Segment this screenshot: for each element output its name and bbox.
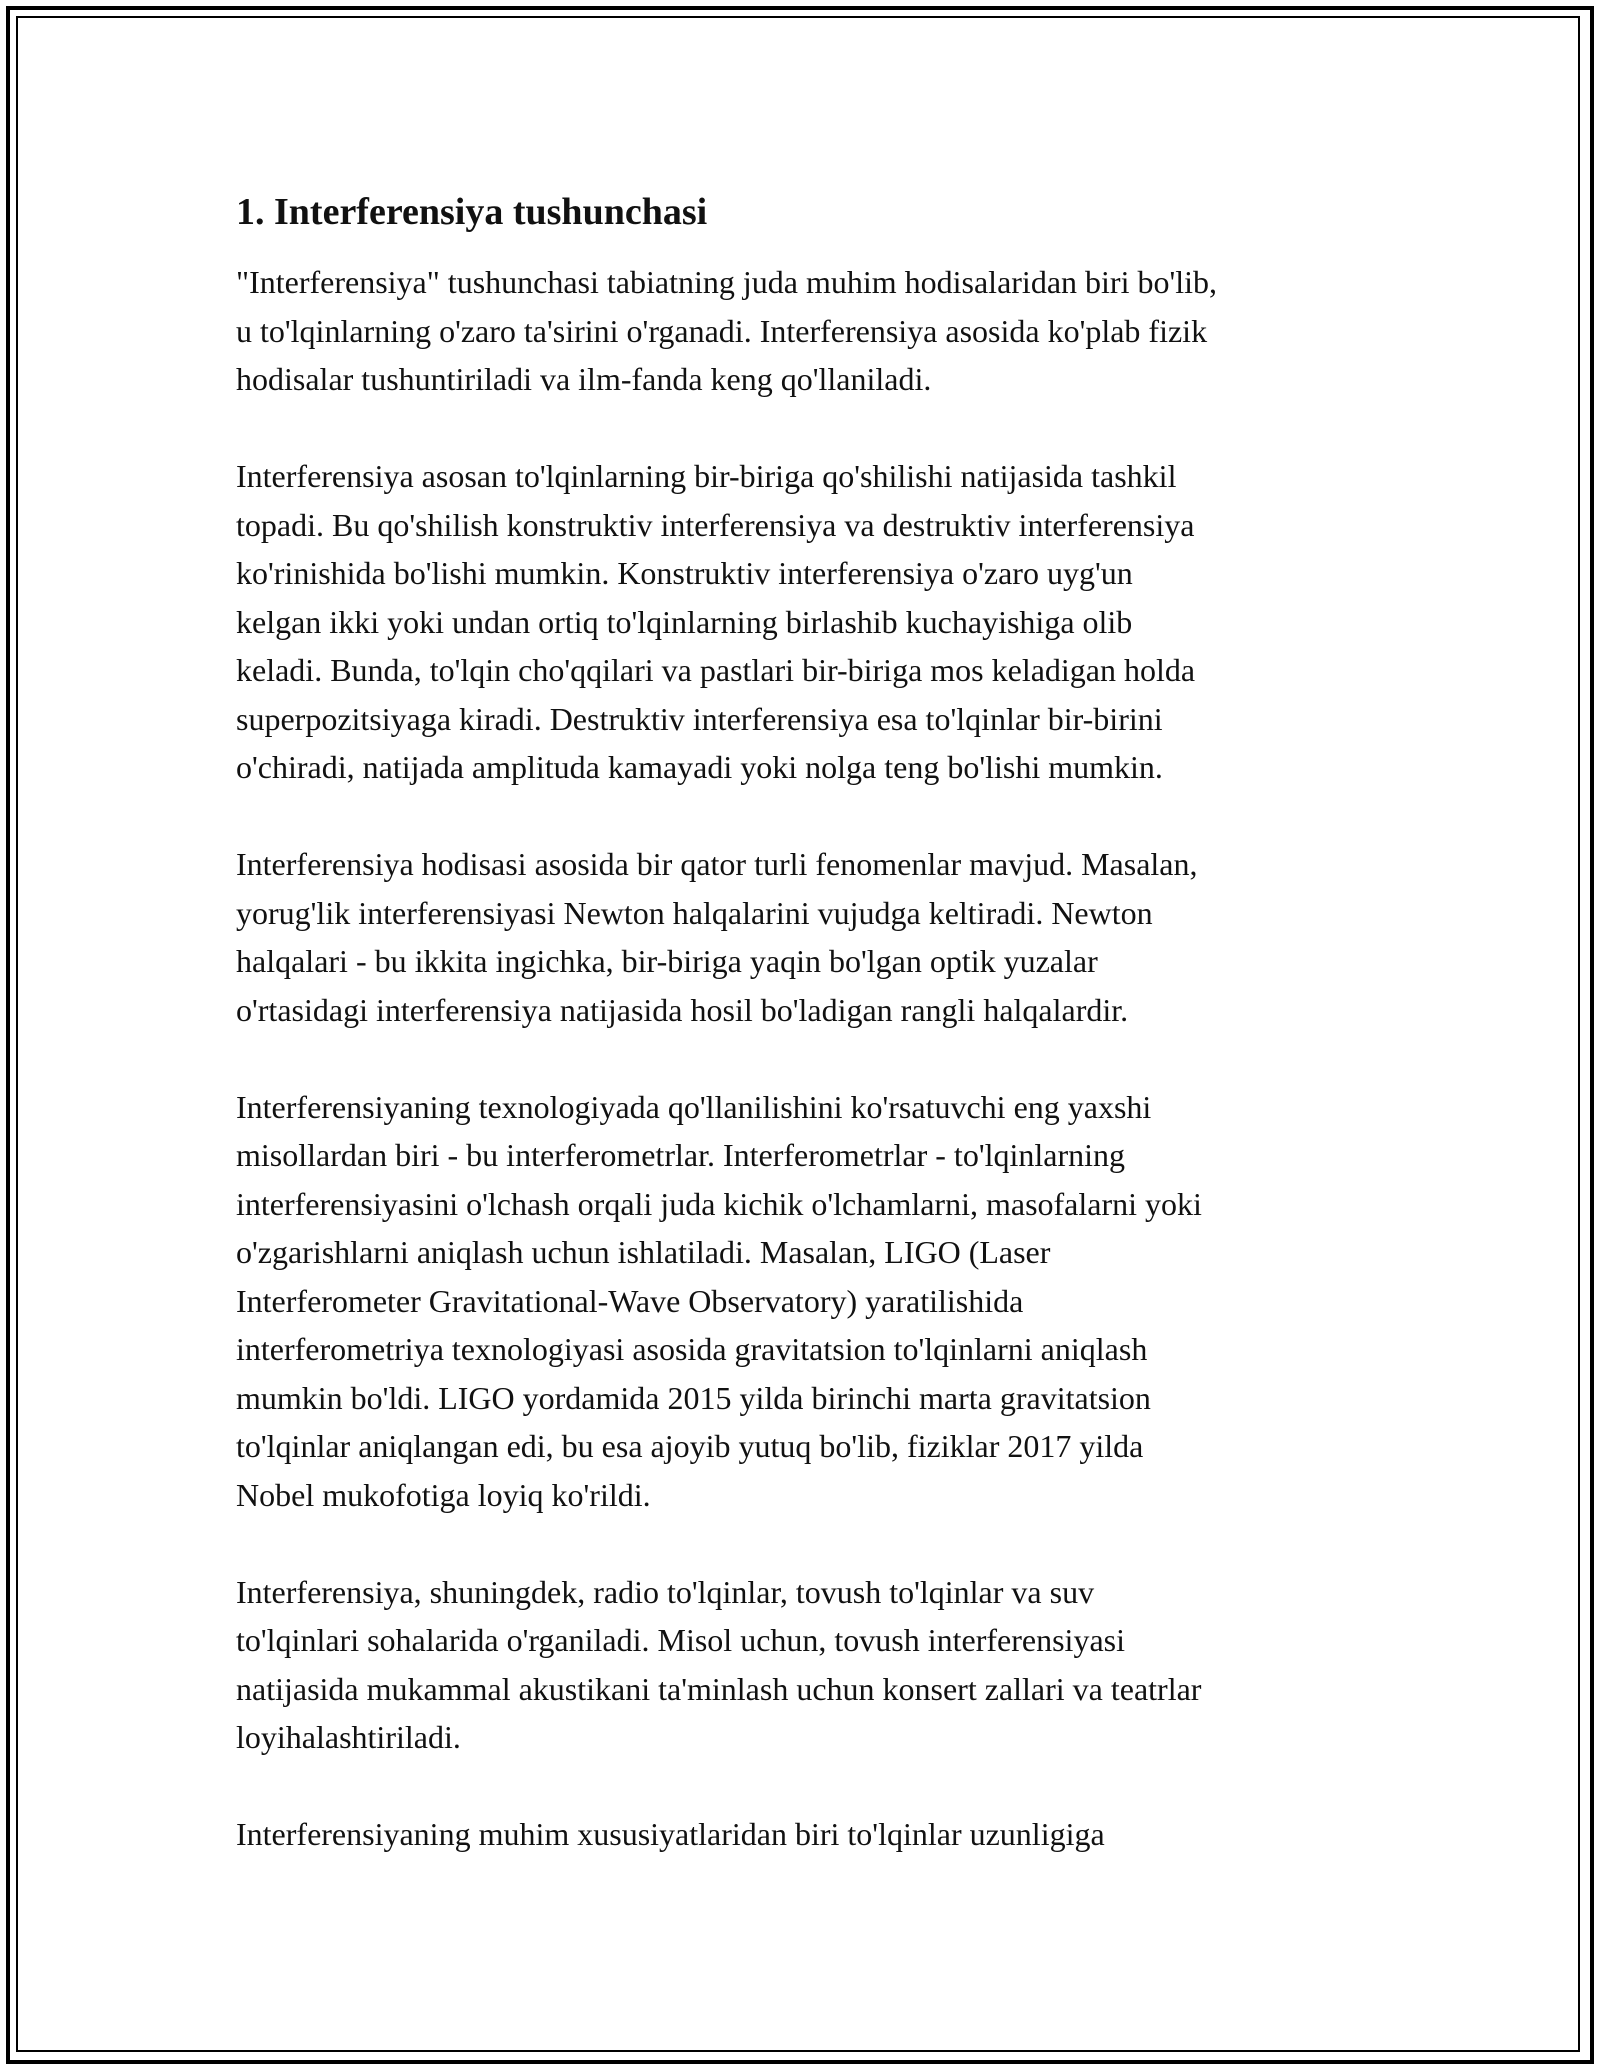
text-line: superpozitsiyaga kiradi. Destruktiv interferensiya esa to'lqinlar bir-birini — [236, 700, 1163, 737]
text-line: Interferensiya asosan to'lqinlarning bir-biriga qo'shilishi natijasida tashkil — [236, 458, 1177, 494]
text-line: misollardan biri - bu interferometrlar. Interferometrlar - to'lqinlarning — [236, 1137, 1125, 1173]
text-line: o'zgarishlarni aniqlash uchun ishlatiladi. Masalan, LIGO (Laser — [236, 1234, 1051, 1270]
text-line: o'chiradi, natijada amplituda kamayadi yoki nolga teng bo'lishi mumkin. — [236, 749, 1163, 785]
text-line: interferometriya texnologiyasi asosida gravitatsion to'lqinlarni aniqlash — [236, 1331, 1148, 1367]
text-line: ko'rinishida bo'lishi mumkin. Konstruktiv interferensiya o'zaro uyg'un — [236, 555, 1133, 591]
paragraph-constructive-destructive — [236, 452, 1366, 792]
text-line: yorug'lik interferensiyasi Newton halqalarini vujudga keltiradi. Newton — [236, 894, 1153, 931]
text-line: Interferensiya, shuningdek, radio to'lqinlar, tovush to'lqinlar va suv — [236, 1573, 1095, 1610]
document-body — [236, 188, 1366, 1907]
text-line: Interferensiyaning muhim xususiyatlaridan biri to'lqinlar uzunligiga — [236, 1816, 1105, 1852]
text-line: Interferensiya hodisasi asosida bir qator turli fenomenlar mavjud. Masalan, — [236, 846, 1198, 882]
text-line: keladi. Bunda, to'lqin cho'qqilari va pastlari bir-biriga mos keladigan holda — [236, 652, 1196, 688]
paragraph-wavelength — [236, 1810, 1366, 1859]
text-line: mumkin bo'ldi. LIGO yordamida 2015 yilda birinchi marta gravitatsion — [236, 1379, 1151, 1416]
paragraph-interferometers — [236, 1083, 1366, 1520]
text-line: natijasida mukammal akustikani ta'minlash uchun konsert zallari va teatrlar — [236, 1670, 1202, 1707]
text-line: interferensiyasini o'lchash orqali juda kichik o'lchamlarni, masofalarni yoki — [236, 1185, 1202, 1222]
text-line: u to'lqinlarning o'zaro ta'sirini o'rganadi. Interferensiya asosida ko'plab fizik — [236, 312, 1208, 349]
text-line: loyihalashtiriladi. — [236, 1719, 461, 1755]
paragraph-acoustics — [236, 1568, 1366, 1762]
text-line: o'rtasidagi interferensiya natijasida hosil bo'ladigan rangli halqalardir. — [236, 991, 1129, 1028]
paragraph-newton-rings — [236, 840, 1366, 1034]
text-line: topadi. Bu qo'shilish konstruktiv interferensiya va destruktiv interferensiya — [236, 506, 1195, 543]
text-line: Nobel mukofotiga loyiq ko'rildi. — [236, 1476, 651, 1513]
text-line: halqalari - bu ikkita ingichka, bir-biriga yaqin bo'lgan optik yuzalar — [236, 943, 1098, 979]
text-line: Interferometer Gravitational-Wave Observatory) yaratilishida — [236, 1282, 1024, 1319]
text-line: to'lqinlari sohalarida o'rganiladi. Misol uchun, tovush interferensiyasi — [236, 1622, 1125, 1658]
text-line: to'lqinlar aniqlangan edi, bu esa ajoyib yutuq bo'lib, fiziklar 2017 yilda — [236, 1428, 1144, 1464]
text-line: hodisalar tushuntiriladi va ilm-fanda keng qo'llaniladi. — [236, 361, 932, 397]
text-line: "Interferensiya" tushunchasi tabiatning juda muhim hodisalaridan biri bo'lib, — [236, 264, 1217, 300]
paragraph-intro — [236, 258, 1366, 404]
text-line: Interferensiyaning texnologiyada qo'llanilishini ko'rsatuvchi eng yaxshi — [236, 1088, 1152, 1125]
text-line: kelgan ikki yoki undan ortiq to'lqinlarning birlashib kuchayishiga olib — [236, 603, 1133, 640]
section-heading: 1. Interferensiya tushunchasi — [236, 191, 708, 233]
